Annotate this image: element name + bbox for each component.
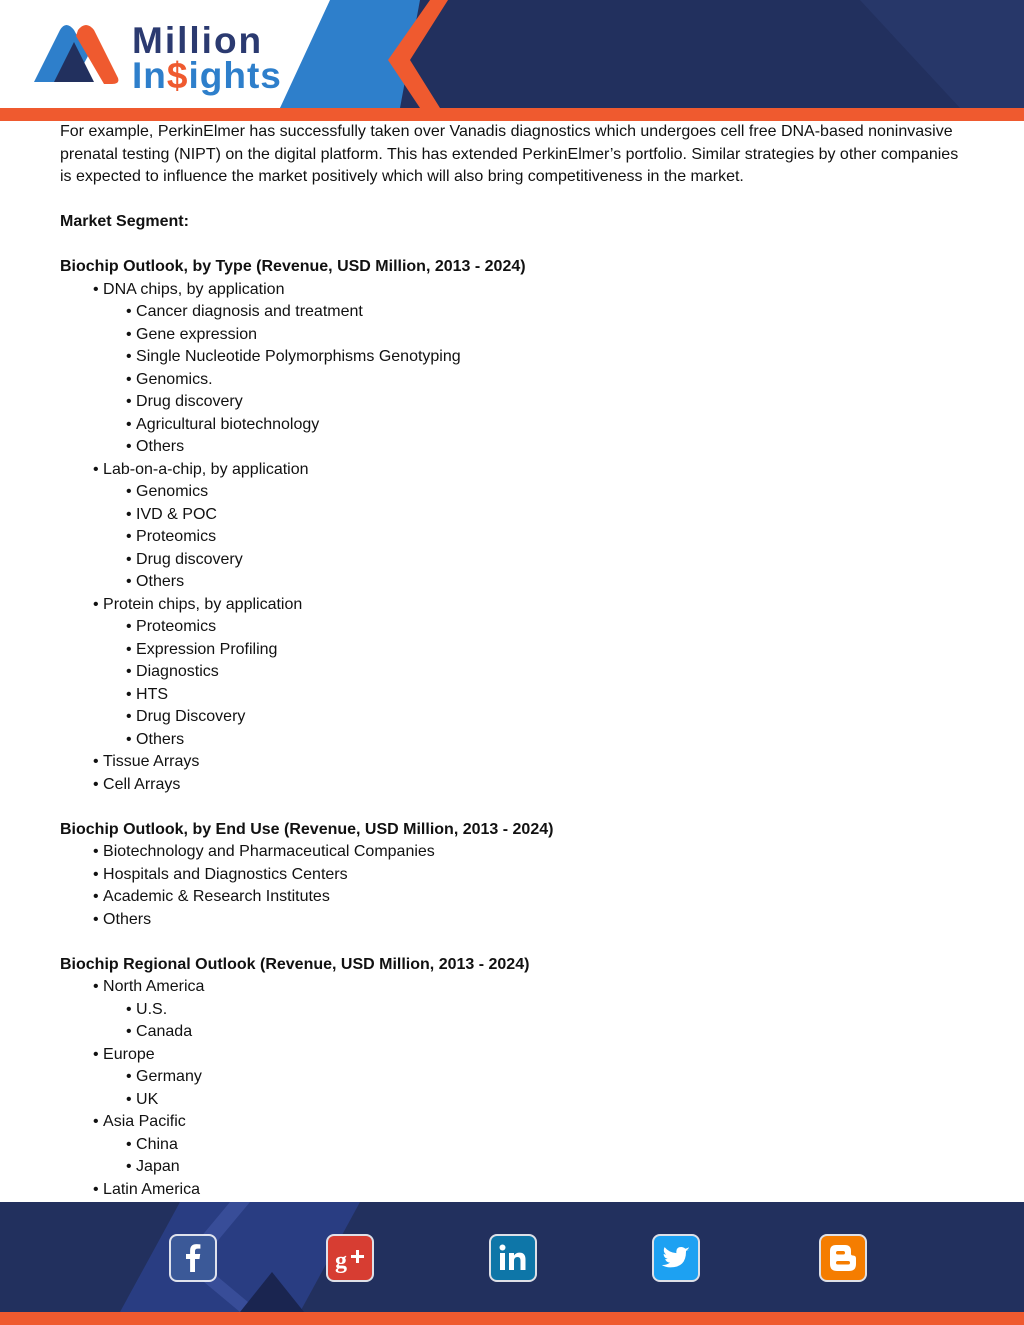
sub-list-item	[93, 661, 970, 684]
sub-list-item-label: • IVD & POC	[126, 506, 217, 523]
segment-list	[60, 841, 970, 931]
spacer	[60, 234, 970, 257]
list-item	[60, 279, 970, 459]
segment-list	[60, 976, 970, 1201]
list-item-label: • Cell Arrays	[93, 776, 180, 793]
sub-list-item	[93, 549, 970, 572]
sub-list-item	[93, 481, 970, 504]
list-item-label: • Lab-on-a-chip, by application	[93, 461, 309, 478]
linkedin-icon	[491, 1236, 535, 1280]
list-item	[60, 1044, 970, 1112]
list-item	[60, 886, 970, 909]
section-heading: Biochip Outlook, by End Use (Revenue, USD Million, 2013 - 2024)	[60, 820, 554, 838]
list-item	[60, 841, 970, 864]
twitter-button[interactable]	[654, 1236, 698, 1280]
sub-list-item-label: • China	[126, 1136, 178, 1153]
sub-list-item-label: • Drug discovery	[126, 393, 243, 410]
list-item-label: • Tissue Arrays	[93, 753, 199, 770]
list-item-label: • Europe	[93, 1046, 155, 1063]
list-item-label: • Latin America	[93, 1181, 200, 1198]
sub-list-item-label: • Cancer diagnosis and treatment	[126, 303, 363, 320]
spacer	[60, 189, 970, 212]
facebook-icon	[171, 1236, 215, 1280]
list-item-label: • Academic & Research Institutes	[93, 888, 330, 905]
blogger-icon	[821, 1236, 865, 1280]
sub-list-item-label: • Agricultural biotechnology	[126, 416, 319, 433]
sub-list-item-label: • Single Nucleotide Polymorphisms Genotyping	[126, 348, 461, 365]
document-body	[60, 121, 970, 1201]
sub-list-item	[93, 369, 970, 392]
sub-list-item	[93, 639, 970, 662]
segment-sections	[60, 234, 970, 1202]
logo-word-million: Million	[132, 20, 264, 61]
sub-list-item-label: • Drug Discovery	[126, 708, 245, 725]
sub-list-item	[93, 1089, 970, 1112]
logo-insights-prefix: In	[132, 55, 167, 96]
sub-list-item-label: • Others	[126, 731, 184, 748]
linkedin-button[interactable]	[491, 1236, 535, 1280]
list-item-label: • North America	[93, 978, 204, 995]
list-item	[60, 976, 970, 1044]
sub-list-item-label: • Genomics.	[126, 371, 213, 388]
sub-list	[93, 481, 970, 594]
page-footer	[0, 1202, 1024, 1325]
list-item	[60, 1111, 970, 1179]
sub-list-item-label: • Japan	[126, 1158, 180, 1175]
sub-list-item-label: • Gene expression	[126, 326, 257, 343]
sub-list	[93, 999, 970, 1044]
intro-paragraph: For example, PerkinElmer has successfully taken over Vanadis diagnostics which undergoes cell free DNA-based noninvasive prenatal testing (NIPT) on the digital platform. This has extended PerkinElmer’s portfolio. Similar strategies by other companies is expected to influence the market positively which will also bring competitiveness in the market.	[60, 123, 959, 185]
logo-insights-suffix: ights	[188, 55, 282, 96]
list-item-label: • Asia Pacific	[93, 1113, 186, 1130]
sub-list-item	[93, 706, 970, 729]
spacer	[60, 796, 970, 819]
sub-list-item-label: • Canada	[126, 1023, 192, 1040]
sub-list-item	[93, 571, 970, 594]
list-item-label: • Hospitals and Diagnostics Centers	[93, 866, 348, 883]
sub-list-item	[93, 301, 970, 324]
blogger-button[interactable]	[821, 1236, 865, 1280]
list-item-label: • DNA chips, by application	[93, 281, 284, 298]
million-insights-logo[interactable]	[30, 22, 280, 94]
section-heading: Biochip Outlook, by Type (Revenue, USD Million, 2013 - 2024)	[60, 258, 526, 275]
sub-list-item-label: • U.S.	[126, 1001, 167, 1018]
sub-list-item	[93, 504, 970, 527]
sub-list-item-label: • Genomics	[126, 483, 208, 500]
market-segment-heading: Market Segment:	[60, 213, 189, 230]
page-header	[0, 0, 1024, 122]
sub-list-item	[93, 684, 970, 707]
twitter-icon	[654, 1236, 698, 1280]
sub-list-item	[93, 1156, 970, 1179]
sub-list-item	[93, 616, 970, 639]
sub-list	[93, 616, 970, 751]
facebook-button[interactable]	[171, 1236, 215, 1280]
logo-mark-icon	[30, 22, 120, 86]
list-item	[60, 774, 970, 797]
google-plus-icon	[328, 1236, 372, 1280]
sub-list-item-label: • Others	[126, 573, 184, 590]
sub-list-item-label: • Proteomics	[126, 618, 216, 635]
sub-list	[93, 301, 970, 459]
list-item	[60, 594, 970, 752]
sub-list-item	[93, 526, 970, 549]
sub-list-item-label: • Expression Profiling	[126, 641, 277, 658]
list-item	[60, 1179, 970, 1202]
sub-list-item-label: • Proteomics	[126, 528, 216, 545]
sub-list-item	[93, 391, 970, 414]
list-item	[60, 751, 970, 774]
list-item	[60, 909, 970, 932]
segment-list	[60, 279, 970, 797]
sub-list-item-label: • Diagnostics	[126, 663, 219, 680]
sub-list-item-label: • HTS	[126, 686, 168, 703]
svg-text:g: g	[335, 1248, 347, 1274]
sub-list	[93, 1066, 970, 1111]
sub-list-item	[93, 1066, 970, 1089]
logo-text	[132, 22, 282, 94]
sub-list-item-label: • Germany	[126, 1068, 202, 1085]
sub-list-item	[93, 999, 970, 1022]
list-item-label: • Biotechnology and Pharmaceutical Companies	[93, 843, 435, 860]
sub-list-item	[93, 1134, 970, 1157]
sub-list-item	[93, 346, 970, 369]
sub-list-item	[93, 729, 970, 752]
spacer	[60, 931, 970, 954]
sub-list-item	[93, 414, 970, 437]
section-heading: Biochip Regional Outlook (Revenue, USD Million, 2013 - 2024)	[60, 955, 530, 973]
sub-list-item-label: • UK	[126, 1091, 158, 1108]
list-item-label: • Protein chips, by application	[93, 596, 302, 613]
list-item	[60, 864, 970, 887]
sub-list-item-label: • Others	[126, 438, 184, 455]
sub-list-item-label: • Drug discovery	[126, 551, 243, 568]
list-item-label: • Others	[93, 911, 151, 928]
sub-list-item	[93, 1021, 970, 1044]
sub-list-item	[93, 324, 970, 347]
sub-list	[93, 1134, 970, 1179]
sub-list-item	[93, 436, 970, 459]
list-item	[60, 459, 970, 594]
logo-dollar-sign: $	[166, 55, 189, 96]
logo-word-insights	[132, 57, 282, 94]
google-plus-button[interactable]	[328, 1236, 372, 1280]
